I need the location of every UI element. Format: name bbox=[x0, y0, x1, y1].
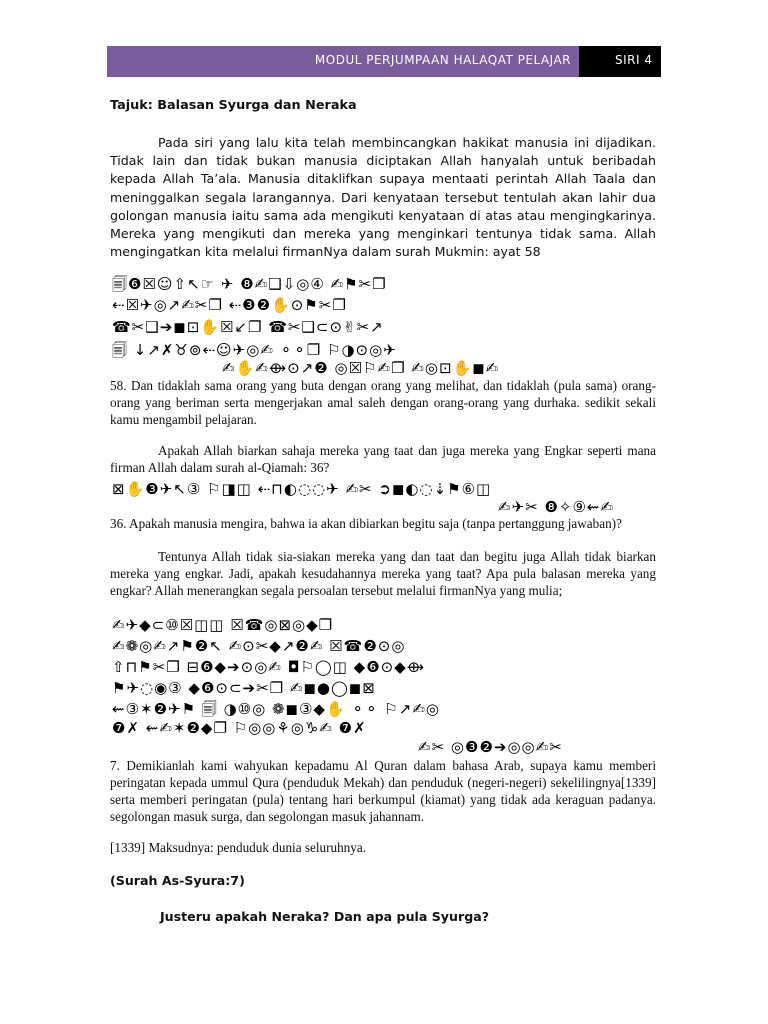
header-title-bar bbox=[107, 46, 579, 77]
closing-question: Justeru apakah Neraka? Dan apa pula Syurga? bbox=[160, 909, 490, 924]
paragraph-3 bbox=[110, 548, 656, 599]
verse58-line-3: ☎✂❑➔◼⊡✋☒↙❐ ☎✂❑⊂⊙✌✂↗ bbox=[112, 318, 384, 336]
verse58-line-2: ⇠☒✈◎↗✍✂❐ ⇠❸❷✋⊙⚑✂❐ bbox=[112, 296, 347, 314]
series-badge bbox=[579, 46, 661, 77]
verse7-line-3: ⇧⊓⚑✂❐ ⊟❻◆➔⊙◎✍ ◘⚐◯◫ ◆❻⊙◆⟴ bbox=[112, 658, 426, 676]
verse7-line-7: ✍✂ ◎❸❷➔◎◎✍✂ bbox=[418, 738, 563, 756]
surah-reference: (Surah As-Syura:7) bbox=[110, 873, 245, 888]
intro-text: Pada siri yang lalu kita telah membincangkan hakikat manusia ini dijadikan. Tidak lain dan tidak bukan manusia diciptakan Allah hanyalah untuk beribadah kepada Allah Ta’ala. Manusia ditaklifkan supaya mentaati perintah Allah Taala dan meninggalkan segala larangannya. Dari kenyataan tersebut tentulah akan lahir dua golongan manusia iaitu sama ada mengikuti kenyataan di atas atau mengingkarinya. Mereka yang mengikuti dan mereka yang menginkari tentunya tidak sama. Allah mengingatkan kita melalui firmanNya dalam surah Mukmin: ayat 58 bbox=[110, 135, 656, 260]
verse58-translation bbox=[110, 377, 656, 428]
verse7-translation bbox=[110, 757, 656, 825]
verse36-translation bbox=[110, 515, 656, 532]
paragraph-3-text: Tentunya Allah tidak sia-siakan mereka yang dan taat dan begitu juga Allah tidak biarkan mereka yang engkar. Jadi, apakah kesudahannya mereka yang taat? Apa pula balasan mereka yang engkar? Allah menerangkan segala persoalan tersebut melalui firmanNya yang mulia; bbox=[110, 549, 656, 598]
page-heading: Tajuk: Balasan Syurga dan Neraka bbox=[110, 98, 357, 113]
paragraph-2 bbox=[110, 442, 656, 476]
verse7-line-4: ⚑✈◌◉③ ◆❻⊙⊂➔✂❐ ✍◼●◯◼⊠ bbox=[112, 679, 376, 697]
verse7-line-5: ⇜③✶❷✈⚑ 🗐 ◑⑩◎ ❁◼③◆✋ ⚬⚬ ⚐↗✍◎ bbox=[112, 700, 440, 718]
module-title: MODUL PERJUMPAAN HALAQAT PELAJAR bbox=[314, 53, 571, 67]
verse58-line-5: ✍✋✍⟴⊙↗❷ ◎☒⚐✍❐ ✍◎⊡✋◼✍ bbox=[222, 359, 500, 377]
footnote bbox=[110, 839, 656, 856]
verse58-translation-text: 58. Dan tidaklah sama orang yang buta dengan orang yang melihat, dan tidaklah (pula sama) orang-orang yang beriman serta mengerjakan amal saleh dengan orang-orang yang durhaka. sedikit sekali kamu mengambil pelajaran. bbox=[110, 378, 656, 427]
verse58-line-4: 🗐 ↓↗✗♉⊚⇠☺✈◎✍ ⚬⚬❐ ⚐◑⊙◎✈ bbox=[112, 341, 397, 359]
paragraph-2-text: Apakah Allah biarkan sahaja mereka yang taat dan juga mereka yang Engkar seperti mana firman Allah dalam surah al-Qiamah: 36? bbox=[110, 443, 656, 475]
verse7-translation-text: 7. Demikianlah kami wahyukan kepadamu Al Quran dalam bahasa Arab, supaya kamu memberi peringatan kepada ummul Qura (penduduk Mekah) dan penduduk (negeri-negeri) sekelilingnya[1339] serta memberi peringatan (pula) tentang hari berkumpul (kiamat) yang tidak ada keraguan padanya. segolongan masuk surga, dan segolongan masuk jahannam. bbox=[110, 758, 656, 824]
verse7-line-1: ✍✈◆⊂⑩☒◫◫ ☒☎◎⊠◎◆❐ bbox=[112, 616, 334, 634]
verse36-line-1: ⊠✋❸✈↖③ ⚐◨◫ ⇠⊓◐◌◌✈ ✍✂ ➲◼◐◌⇣⚑⑥◫ bbox=[112, 480, 492, 498]
verse36-translation-text: 36. Apakah manusia mengira, bahwa ia akan dibiarkan begitu saja (tanpa pertanggung jawaban)? bbox=[110, 516, 622, 531]
verse7-line-6: ❼✗ ⇜✍✶❷◆❐ ⚐◎◎⚘◎♑✍ ❼✗ bbox=[112, 719, 367, 737]
series-label: SIRI 4 bbox=[615, 53, 653, 67]
footnote-text: [1339] Maksudnya: penduduk dunia seluruhnya. bbox=[110, 840, 367, 855]
intro-paragraph bbox=[110, 134, 656, 261]
verse7-line-2: ✍❁◎✍↗⚑❷↖ ✍⊙✂◆↗❷✍ ☒☎❷⊙◎ bbox=[112, 637, 406, 655]
verse58-line-1: 🗐❻☒☺⇧↖☞ ✈ ❽✍❑⇩◎④ ✍⚑✂❐ bbox=[112, 275, 387, 293]
verse36-line-2: ✍✈✂ ❽✧⑨⇜✍ bbox=[498, 498, 615, 516]
